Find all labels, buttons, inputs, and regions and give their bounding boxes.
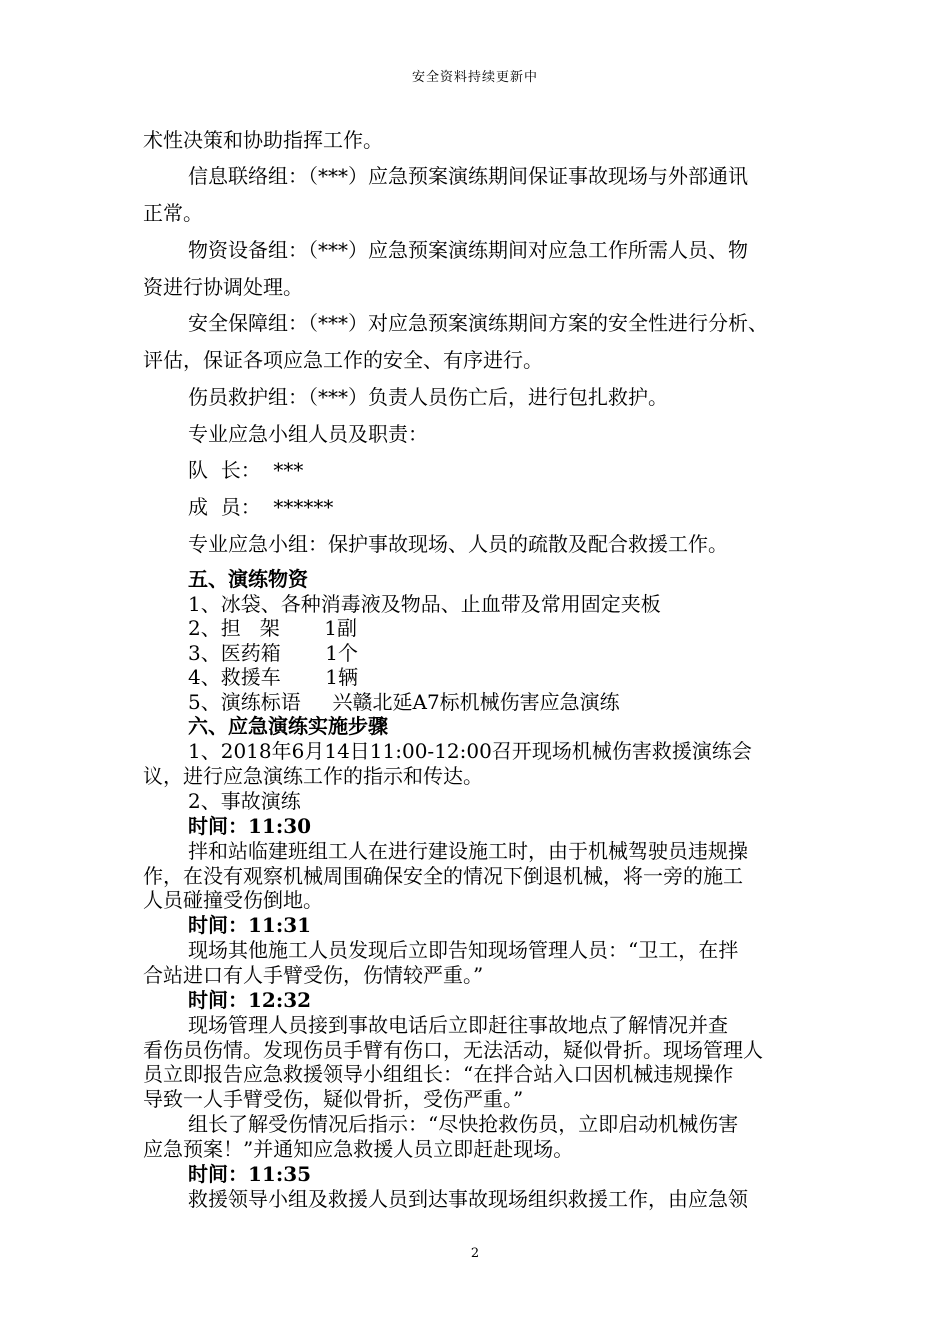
time-label: 时间：11:35 <box>188 1162 312 1186</box>
body-line: 安全保障组：（***）对应急预案演练期间方案的安全性进行分析、 <box>188 311 768 335</box>
body-line: 员立即报告应急救援领导小组组长：“在拌合站入口因机械违规操作 <box>143 1062 734 1086</box>
body-line: 作，在没有观察机械周围确保安全的情况下倒退机械，将一旁的施工 <box>143 864 743 888</box>
body-line: 人员碰撞受伤倒地。 <box>143 888 323 912</box>
body-line: 应急预案！”并通知应急救援人员立即赶赴现场。 <box>143 1137 574 1161</box>
body-line: 资进行协调处理。 <box>143 275 303 299</box>
body-line: 术性决策和协助指挥工作。 <box>143 128 383 152</box>
body-line: 导致一人手臂受伤，疑似骨折，受伤严重。” <box>143 1087 524 1111</box>
body-line: 评估，保证各项应急工作的安全、有序进行。 <box>143 348 543 372</box>
list-item: 3、医药箱 1个 <box>188 641 358 665</box>
body-line: 队 长： *** <box>188 458 304 482</box>
body-line: 专业应急小组人员及职责： <box>188 422 428 446</box>
time-label: 时间：12:32 <box>188 988 312 1012</box>
body-line: 1、2018年6月14日11:00-12:00召开现场机械伤害救援演练会 <box>188 739 752 763</box>
section-heading: 五、演练物资 <box>188 567 308 591</box>
list-item: 5、演练标语 兴赣北延A7标机械伤害应急演练 <box>188 690 620 714</box>
body-line: 议，进行应急演练工作的指示和传达。 <box>143 764 483 788</box>
list-item: 2、担 架 1副 <box>188 616 358 640</box>
body-line: 拌和站临建班组工人在进行建设施工时，由于机械驾驶员违规操 <box>188 839 748 863</box>
body-line: 2、事故演练 <box>188 789 301 813</box>
body-line: 看伤员伤情。发现伤员手臂有伤口，无法活动，疑似骨折。现场管理人 <box>143 1038 763 1062</box>
body-line: 组长了解受伤情况后指示：“尽快抢救伤员，立即启动机械伤害 <box>188 1112 739 1136</box>
body-line: 信息联络组：（***）应急预案演练期间保证事故现场与外部通讯 <box>188 164 748 188</box>
time-label: 时间：11:31 <box>188 913 312 937</box>
body-line: 现场其他施工人员发现后立即告知现场管理人员：“卫工，在拌 <box>188 938 739 962</box>
body-line: 救援领导小组及救援人员到达事故现场组织救援工作，由应急领 <box>188 1187 748 1211</box>
time-label: 时间：11:30 <box>188 814 312 838</box>
page-number: 2 <box>470 1246 480 1261</box>
body-line: 正常。 <box>143 201 203 225</box>
section-heading: 六、应急演练实施步骤 <box>188 714 388 738</box>
list-item: 1、冰袋、各种消毒液及物品、止血带及常用固定夹板 <box>188 592 661 616</box>
body-line: 物资设备组：（***）应急预案演练期间对应急工作所需人员、物 <box>188 238 748 262</box>
body-line: 成 员： ****** <box>188 495 334 519</box>
body-line: 合站进口有人手臂受伤，伤情较严重。” <box>143 963 484 987</box>
body-line: 伤员救护组：（***）负责人员伤亡后，进行包扎救护。 <box>188 385 668 409</box>
body-line: 现场管理人员接到事故电话后立即赶往事故地点了解情况并查 <box>188 1013 728 1037</box>
page-header: 安全资料持续更新中 <box>411 70 538 85</box>
list-item: 4、救援车 1辆 <box>188 665 358 689</box>
body-line: 专业应急小组：保护事故现场、人员的疏散及配合救援工作。 <box>188 532 728 556</box>
